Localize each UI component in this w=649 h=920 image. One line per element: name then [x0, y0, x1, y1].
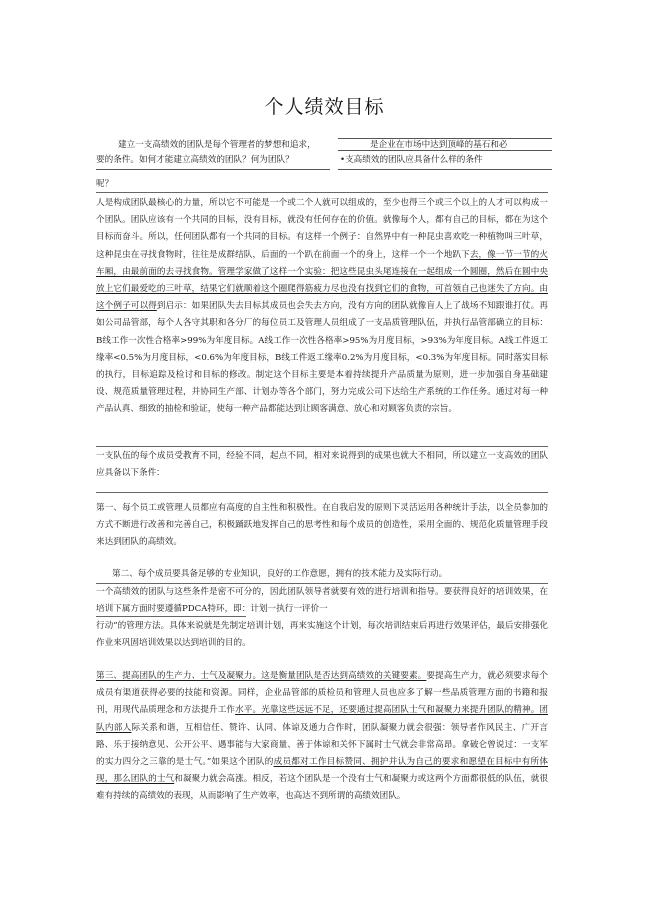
- section-4: [96, 566, 548, 583]
- paragraph-training: 一个高绩效的团队与这些条件是密不可分的，因此团队领导者就要有效的进行培训和指导。要获得良好的培训效果，在培训下属方面时要遵循PDCA特环，即：计划一执行一评价一: [96, 587, 548, 615]
- intro-line2-right: •支高绩效的团队应具备什么样的条件: [340, 155, 483, 165]
- section-1: [96, 195, 548, 419]
- intro-line3: 呢？: [96, 179, 114, 189]
- paragraph-team-goal: [96, 195, 548, 419]
- underlined-text: 第三、提高团队的生产力、士气及凝聚力。这是衡量团队是否达到高绩效的关键要素。: [96, 671, 427, 681]
- paragraph-text: 要提高生产力，就必须要求每个成员有渠道获得必要的技能和资源。同样，企业品管部的质检员和管理人员也应多了解一些品质管理方面的书籍和报刊，用现代品质理念和方法提升工作: [96, 671, 548, 716]
- paragraph-text: 和凝聚力就会高涨。相反，若这个团队是一个没有士气和凝聚力或这两个方面都很低的队伍，就很难有持续的高绩效的表现，从而影响了生产效率，也高达不到所谓的高绩效团队。: [96, 774, 548, 802]
- paragraph-conditions: 一支队伍的每个成员受教育不同，经验不同，起点不同，相对来说得到的成果也就大不相同，所以建立一支高效的团队应具备以下条件：: [96, 451, 548, 479]
- section-rule-1: [96, 192, 548, 193]
- paragraph-training-cont: 行动”的管理方法。具体来说就是先制定培训计划，再来实施这个计划，每次培训结束后再进行效果评估，最后安排强化作业来巩固培训效果以达到培训的目的。: [96, 621, 548, 649]
- section-rule-3: [96, 492, 548, 493]
- section-5: [96, 584, 548, 618]
- section-6: [96, 668, 548, 806]
- intro-rule-right: [338, 169, 552, 170]
- section-5b: [96, 618, 548, 652]
- section-2: [96, 448, 548, 482]
- paragraph-text: 际关系和谐，互相信任、赞许、认同、体谅及通力合作时，团队凝聚力就会很强：领导者作风民主、广开言路、乐于接纳意见、公开公平、遇事能与大家商量、善于体谅和关怀下属时士气就会非常高昂。拿破仑曾说过：一支军的实力四分之三靠的是士气。”如果这个团队的: [96, 722, 548, 768]
- section-rule-2: [96, 446, 548, 447]
- paragraph-text: 人是构成团队最核心的力量，所以它不可能是一个或二个人就可以组成的，至少也得三个或三个以上的人才可以构成一个团队。团队应该有一个共同的目标，没有目标，就没有任何存在的价值。就像每个人，都有自己的目标，都在为这个目标而奋斗。所以，任何团队都有一个共同的目标。有这样一个例子：自然界中有一种昆虫喜欢吃一种植物叫三叶草，这种昆虫在寻找食物时，往往是成群结队，后面的一个趴在前面一个的身上，这样一个一个地趴下: [96, 198, 548, 260]
- underlined-text: 去，像一节一节的火车厢，由最前面的去寻找食物。管理学家做了这样一个实验：把这些昆虫头尾连接在一起组成一个圆圈，然后在圆中央放上它们最爱吃的三叶草，结果它们就顺着这个圈爬得筋疲力尽也没有找到它们的食物，可首领自己也迷失了方向。由这个例子可以得: [96, 249, 548, 312]
- intro-line1-left: 建立一支高绩效的团队是每个管理者的梦想和追求，: [118, 140, 316, 150]
- page-title: 个人绩效目标: [264, 96, 385, 118]
- intro-line1-right: 是企业在市场中达到顶峰的基石和必: [370, 140, 508, 150]
- paragraph-second: 第二、每个成员要具备足够的专业知识，良好的工作意愿，拥有的技术能力及实际行动。: [112, 569, 448, 579]
- section-rule-5: [96, 616, 246, 617]
- section-3: [96, 500, 548, 552]
- paragraph-first: 第一、每个员工或管理人员都应有高度的自主性和积极性。在自我启发的原则下灵活运用各种统计手法，以全员参加的方式不断进行改善和完善自己，积极踊跃地发挥自己的思考性和每个成员的创造性，采用全面的、规范化质量管理手段来达到团队的高绩效。: [96, 503, 548, 548]
- paragraph-text: 到启示：如果团队失去目标其成员也会失去方向，没有方向的团队就像盲人上了战场不知跟谁打仗。再如公司品管部，每个人各守其职和各分厂的每位员工及管理人员组成了一支品质管理队伍，并执行品管部确立的目标：B线工作一次性合格率>99%为年度目标。A线工作一次性各格率>95%为月度目标，>93%为年度目标。A线工件返工缘率<0.5%为月度目标，<0.6%为年度目标，B线工件返工缘率0.2%为月度目标，<0.3%为年度目标。同时落实目标的执行，目标追踪及检讨和目标的修改。制定这个目标主要是本着持续提升产品质量为原则，进一步加强自身基础建设、规范质量管理过程，并协同生产部、计划办等各个部门，努力完成公司下达给生产系统的工作任务。通过对每一种产品认真、细致的抽检和验证，使每一种产品都能达到让顾客满意、放心和对顾客负责的宗旨。: [96, 301, 548, 415]
- paragraph-third: [96, 668, 548, 806]
- intro-rule-left: [96, 169, 330, 170]
- underlined-text: 水平。光靠这些远远不足，还要通过提高团队士气和凝聚力来提升团队的精神。团队内部人: [96, 705, 548, 733]
- underlined-text: 成员都对工作目标赞同、拥护并认为自己的要求和愿望在目标中有所体现，那么团队的士气: [96, 757, 548, 785]
- intro-line2-left: 要的条件。如何才能建立高绩效的团队？何为团队？: [96, 155, 294, 165]
